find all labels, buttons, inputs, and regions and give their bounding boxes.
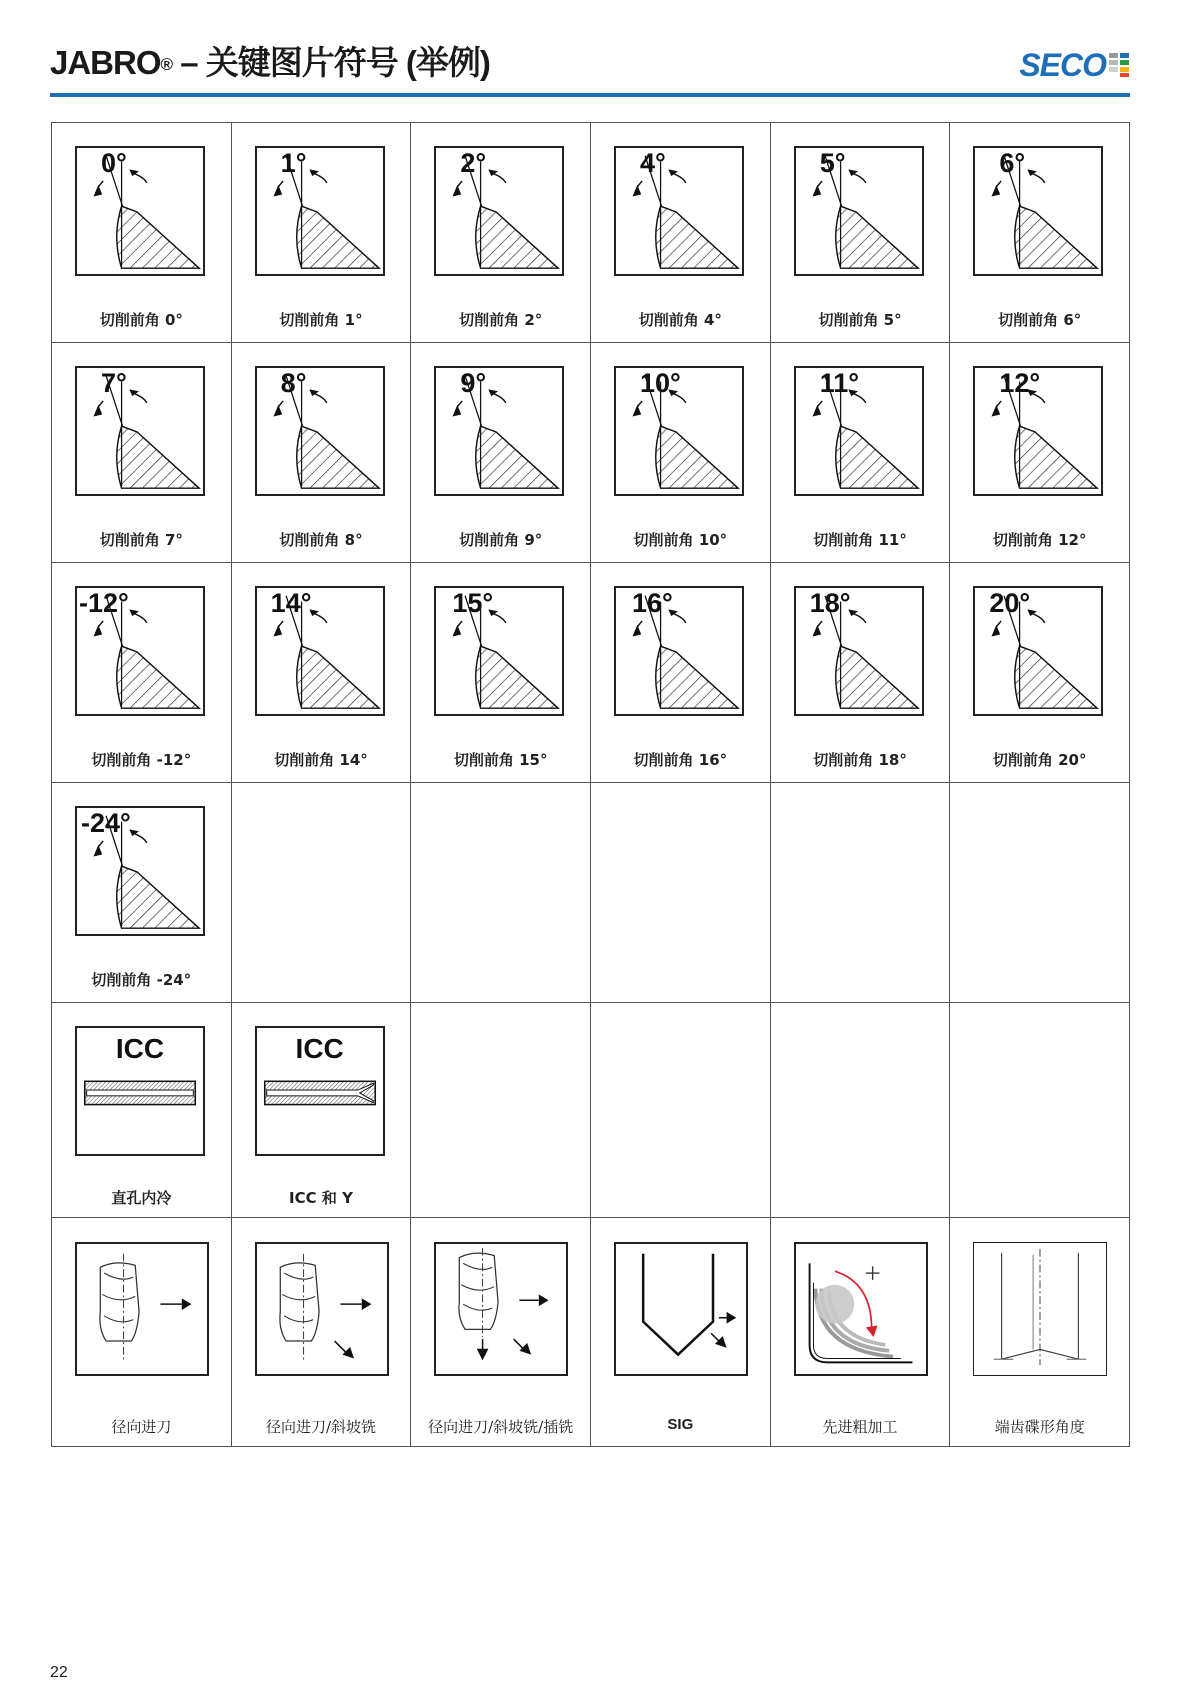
icc-text: ICC [115, 1033, 165, 1064]
empty-cell [950, 1003, 1130, 1218]
rake-cell [950, 343, 1130, 563]
rake-cell [771, 123, 951, 343]
angle-value: 8° [280, 368, 307, 398]
rake-angle-icon [434, 366, 564, 496]
rake-angle-icon [255, 366, 385, 496]
symbol-grid [51, 122, 1130, 1447]
seco-logo [1019, 48, 1130, 82]
rake-label: 切削前角 2° [459, 311, 543, 329]
operation-label: 径向进刀 [111, 1418, 172, 1436]
rake-angle-icon [75, 146, 205, 276]
rake-angle-icon [75, 806, 205, 936]
operation-cell [411, 1218, 591, 1447]
page-header [50, 38, 1130, 98]
angle-value: -24° [81, 808, 131, 838]
rake-label: 切削前角 1° [279, 311, 363, 329]
empty-cell [411, 1003, 591, 1218]
rake-cell [591, 343, 771, 563]
angle-value: 10° [640, 368, 681, 398]
rake-angle-icon [614, 586, 744, 716]
ramping-icon [255, 1242, 389, 1376]
angle-value: 5° [819, 148, 846, 178]
rake-label: 切削前角 -24° [91, 971, 192, 989]
rake-angle-icon [255, 586, 385, 716]
angle-value: 16° [632, 588, 673, 618]
title-subtitle: – 关键图片符号 (举例) [172, 44, 490, 81]
rake-angle-icon [973, 586, 1103, 716]
rake-label: 切削前角 -12° [91, 751, 192, 769]
operation-label: 径向进刀/斜坡铣 [265, 1418, 377, 1436]
rake-cell [950, 123, 1130, 343]
rake-label: 切削前角 4° [638, 311, 722, 329]
rake-label: 切削前角 11° [813, 531, 907, 549]
rake-cell [411, 343, 591, 563]
rake-row-1 [52, 123, 1130, 343]
rake-angle-icon [973, 146, 1103, 276]
operation-cell [771, 1218, 951, 1447]
coolant-row [52, 1003, 1130, 1218]
advanced-roughing-icon [794, 1242, 928, 1376]
coolant-cell [52, 1003, 232, 1218]
empty-cell [771, 783, 951, 1003]
rake-cell [232, 343, 412, 563]
logo-text: SECO [1019, 47, 1106, 83]
rake-angle-icon [794, 146, 924, 276]
rake-label: 切削前角 5° [818, 311, 902, 329]
rake-angle-icon [434, 146, 564, 276]
angle-value: -12° [79, 588, 129, 618]
rake-angle-icon [973, 366, 1103, 496]
sig-icon [614, 1242, 748, 1376]
angle-value: 1° [280, 148, 307, 178]
angle-value: 0° [101, 148, 127, 178]
rake-label: 切削前角 8° [279, 531, 363, 549]
operation-label: 径向进刀/斜坡铣/插铣 [428, 1418, 574, 1436]
rake-cell [52, 123, 232, 343]
angle-value: 12° [999, 368, 1041, 398]
rake-cell [232, 123, 412, 343]
angle-value: 15° [452, 588, 494, 618]
rake-cell [591, 123, 771, 343]
empty-cell [591, 783, 771, 1003]
angle-value: 2° [460, 148, 487, 178]
rake-angle-icon [75, 366, 205, 496]
operation-cell [52, 1218, 232, 1447]
rake-angle-icon [614, 366, 744, 496]
coolant-label: 直孔内冷 [111, 1189, 172, 1207]
angle-value: 6° [999, 148, 1026, 178]
angle-value: 4° [640, 148, 666, 178]
straight-coolant-icon [75, 1026, 205, 1156]
rake-angle-icon [255, 146, 385, 276]
angle-value: 9° [460, 368, 487, 398]
rake-label: 切削前角 20° [992, 751, 1087, 769]
rake-label: 切削前角 16° [633, 751, 728, 769]
angle-value: 14° [270, 588, 312, 618]
page-title [50, 38, 490, 88]
icc-text: ICC [295, 1033, 344, 1064]
empty-cell [411, 783, 591, 1003]
y-coolant-icon [255, 1026, 385, 1156]
operation-label: SIG [667, 1416, 694, 1433]
operation-cell [950, 1218, 1130, 1447]
operation-cell [591, 1218, 771, 1447]
operation-label: 先进粗加工 [822, 1418, 898, 1436]
rake-label: 切削前角 7° [99, 531, 183, 549]
registered-mark: ® [160, 55, 173, 74]
rake-cell [52, 563, 232, 783]
operation-cell [232, 1218, 412, 1447]
rake-label: 切削前角 0° [99, 311, 183, 329]
angle-value: 7° [101, 368, 127, 398]
rake-label: 切削前角 12° [992, 531, 1087, 549]
rake-angle-icon [794, 586, 924, 716]
rake-label: 切削前角 9° [459, 531, 543, 549]
rake-angle-icon [434, 586, 564, 716]
title-brand: JABRO [50, 44, 161, 81]
rake-label: 切削前角 14° [274, 751, 368, 769]
dish-angle-icon [973, 1242, 1107, 1376]
rake-cell [411, 123, 591, 343]
rake-label: 切削前角 6° [998, 311, 1082, 329]
empty-cell [232, 783, 412, 1003]
angle-value: 20° [989, 588, 1031, 618]
rake-row-3 [52, 563, 1130, 783]
empty-cell [950, 783, 1130, 1003]
rake-cell [771, 343, 951, 563]
rake-cell [52, 343, 232, 563]
rake-cell [411, 563, 591, 783]
operations-row [52, 1218, 1130, 1447]
rake-label: 切削前角 10° [633, 531, 728, 549]
operation-label: 端齿碟形角度 [994, 1418, 1085, 1436]
header-rule [50, 93, 1130, 97]
rake-angle-icon [794, 366, 924, 496]
rake-cell [771, 563, 951, 783]
coolant-cell [232, 1003, 412, 1218]
rake-row-2 [52, 343, 1130, 563]
rake-cell [950, 563, 1130, 783]
rake-cell [591, 563, 771, 783]
page-number: 22 [50, 1664, 68, 1681]
empty-cell [591, 1003, 771, 1218]
angle-value: 11° [819, 368, 860, 398]
rake-cell [52, 783, 232, 1003]
rake-angle-icon [614, 146, 744, 276]
logo-squares-icon [1108, 52, 1130, 78]
rake-label: 切削前角 15° [453, 751, 548, 769]
rake-cell [232, 563, 412, 783]
angle-value: 18° [809, 588, 851, 618]
rake-angle-icon [75, 586, 205, 716]
rake-label: 切削前角 18° [813, 751, 907, 769]
empty-cell [771, 1003, 951, 1218]
rake-row-4 [52, 783, 1130, 1003]
coolant-label: ICC 和 Y [289, 1189, 353, 1207]
radial-feed-icon [75, 1242, 209, 1376]
plunge-icon [434, 1242, 568, 1376]
